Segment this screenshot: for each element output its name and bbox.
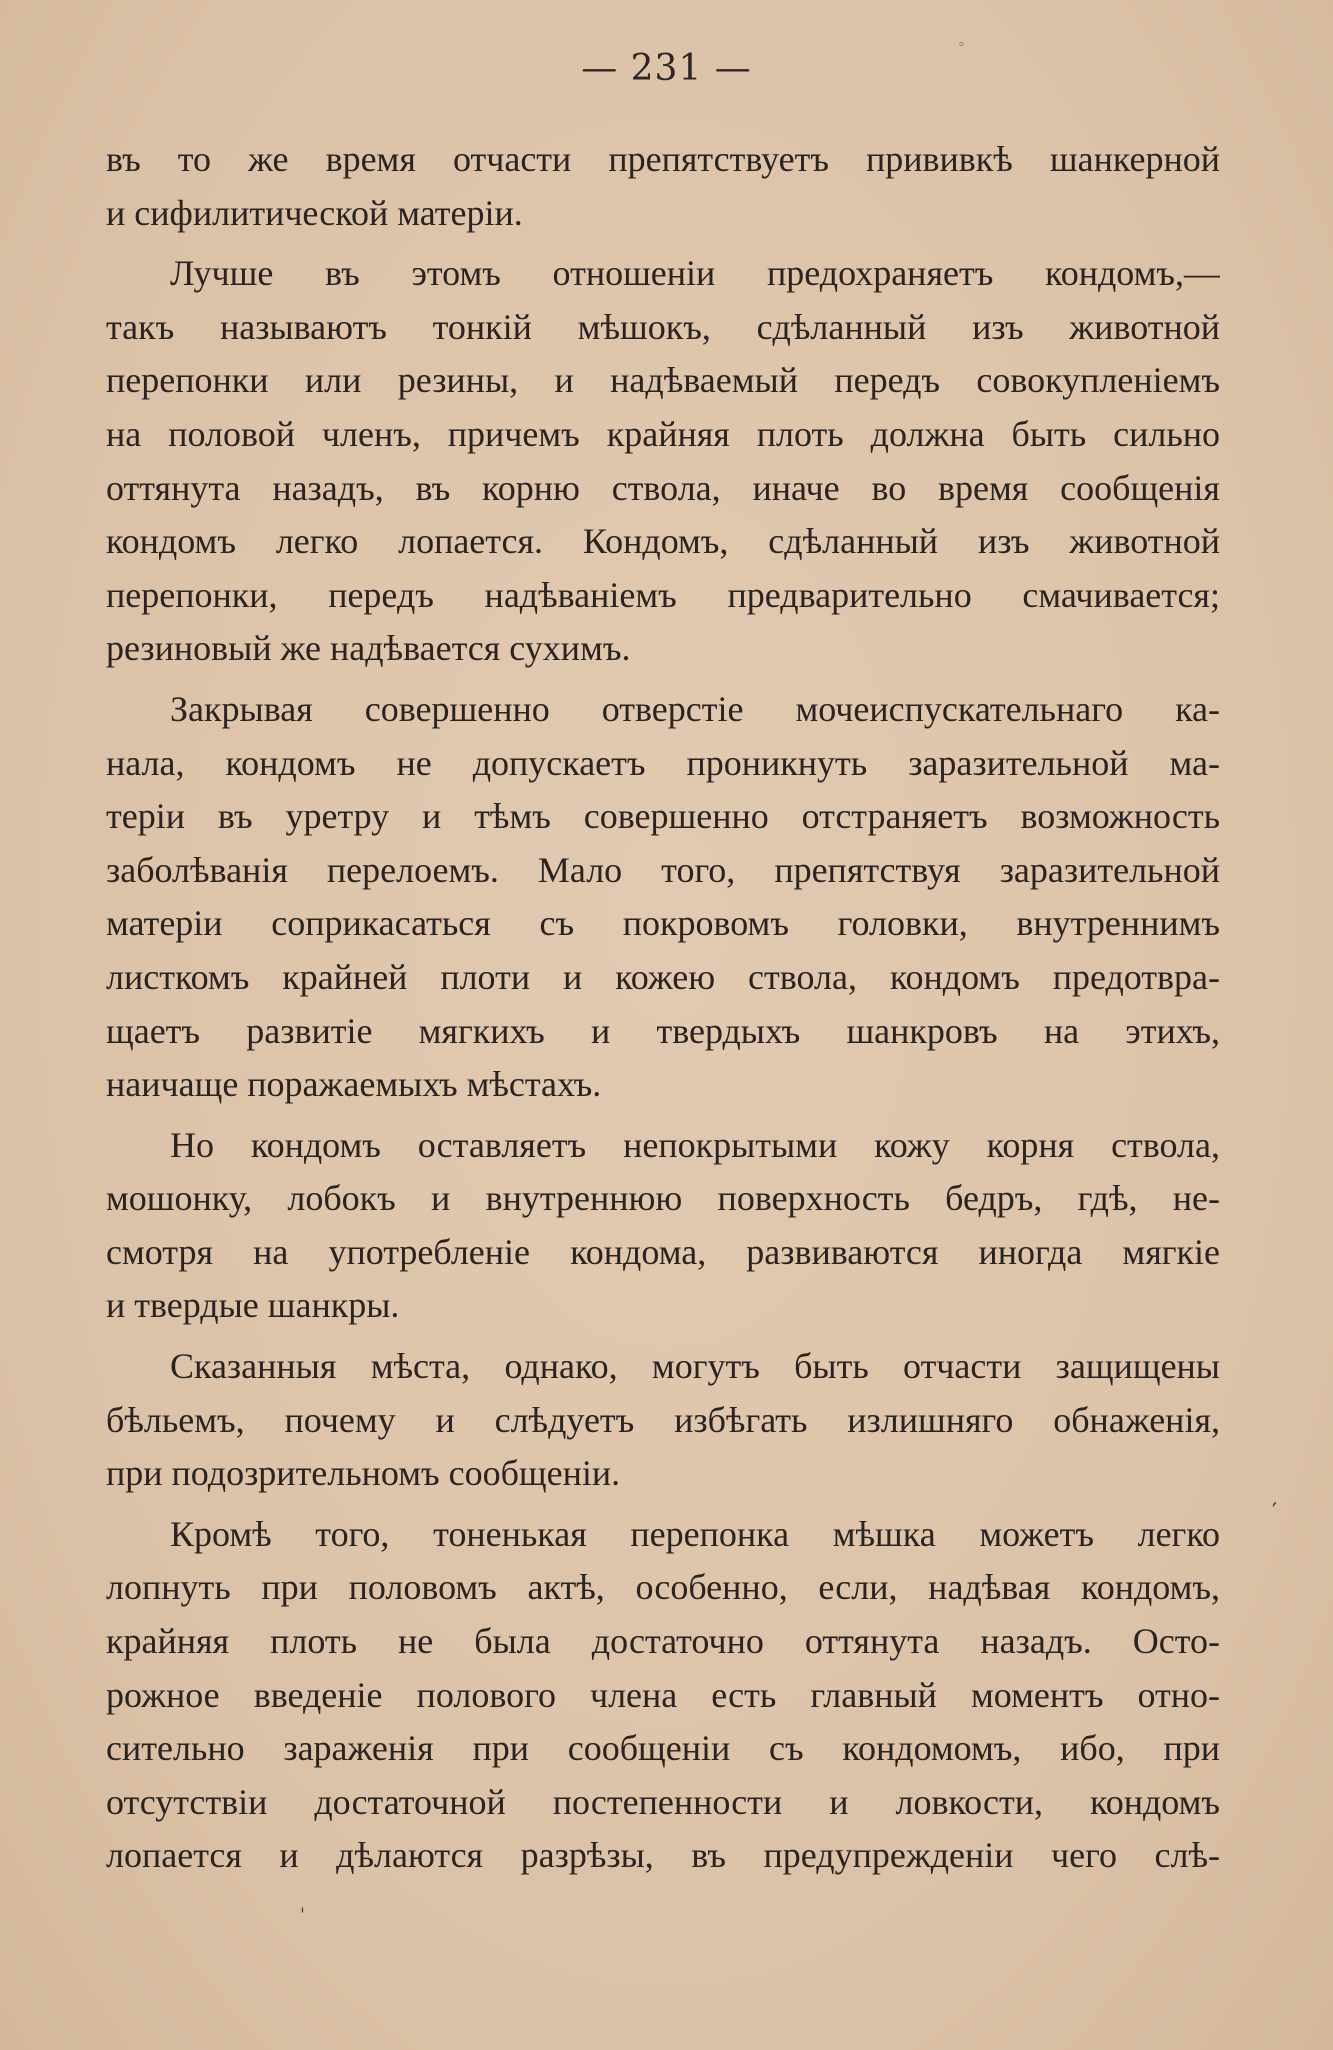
text-line: Но кондомъ оставляетъ непокрытыми кожу корня ствола, — [170, 1124, 1220, 1165]
text-line: мошонку, лобокъ и внутреннюю поверхность бедръ, гдѣ, не- — [106, 1178, 1220, 1219]
text-line: щаетъ развитіе мягкихъ и твердыхъ шанкровъ на этихъ, — [106, 1010, 1220, 1051]
text-line: перепонки или резины, и надѣваемый передъ совокупленіемъ — [106, 360, 1220, 401]
text-line: наичаще поражаемыхъ мѣстахъ. — [106, 1064, 602, 1105]
body-text — [106, 133, 1220, 1883]
text-line: рожное введеніе полового члена есть главный моментъ отно- — [106, 1674, 1220, 1715]
text-line: Закрывая совершенно отверстіе мочеиспускательнаго ка- — [170, 688, 1220, 729]
text-line: перепонки, передъ надѣваніемъ предварительно смачивается; — [106, 574, 1220, 615]
text-line: такъ называютъ тонкій мѣшокъ, сдѣланный изъ животной — [106, 306, 1220, 347]
paragraph — [106, 247, 1220, 676]
text-line: крайняя плоть не была достаточно оттянута назадъ. Осто- — [106, 1621, 1220, 1662]
paragraph — [106, 133, 1220, 240]
text-line: на половой членъ, причемъ крайняя плоть должна быть сильно — [106, 413, 1220, 454]
text-line: нала, кондомъ не допускаетъ проникнуть заразительной ма- — [106, 742, 1220, 783]
text-line: лопнуть при половомъ актѣ, особенно, если, надѣвая кондомъ, — [106, 1567, 1220, 1608]
text-line: сительно зараженія при сообщеніи съ кондомомъ, ибо, при — [106, 1728, 1220, 1769]
text-line: въ то же время отчасти препятствуетъ прививкѣ шанкерной — [106, 139, 1220, 179]
text-line: и сифилитической матеріи. — [106, 192, 523, 233]
paragraph — [106, 683, 1220, 1112]
ink-speck: ′ — [1272, 1500, 1277, 1525]
text-line: отсутствіи достаточной постепенности и ловкости, кондомъ — [106, 1781, 1220, 1822]
text-line: и твердые шанкры. — [106, 1285, 400, 1326]
text-line: Сказанныя мѣста, однако, могутъ быть отчасти защищены — [170, 1346, 1220, 1387]
paragraph — [106, 1508, 1220, 1883]
text-line: Кромѣ того, тоненькая перепонка мѣшка можетъ легко — [170, 1513, 1220, 1554]
text-line: заболѣванія перелоемъ. Мало того, препятствуя заразительной — [106, 849, 1220, 890]
page-number: — 231 — — [581, 48, 752, 89]
ink-speck: ˈ — [300, 1905, 305, 1926]
text-line: смотря на употребленіе кондома, развиваются иногда мягкіе — [106, 1231, 1220, 1272]
text-line: теріи въ уретру и тѣмъ совершенно отстраняетъ возможность — [106, 796, 1220, 837]
text-line: кондомъ легко лопается. Кондомъ, сдѣланный изъ животной — [106, 521, 1220, 562]
text-line: матеріи соприкасаться съ покровомъ головки, внутреннимъ — [106, 903, 1220, 944]
text-line: Лучше въ этомъ отношеніи предохраняетъ кондомъ,— — [170, 253, 1220, 294]
text-line: при подозрительномъ сообщеніи. — [106, 1453, 621, 1494]
text-line: резиновый же надѣвается сухимъ. — [106, 628, 631, 669]
text-line: лопается и дѣлаются разрѣзы, въ предупрежденіи чего слѣ- — [106, 1835, 1220, 1876]
paragraph — [106, 1340, 1220, 1501]
text-line: листкомъ крайней плоти и кожею ствола, кондомъ предотвра- — [106, 956, 1220, 997]
ink-speck: ° — [958, 40, 965, 56]
text-line: бѣльемъ, почему и слѣдуетъ избѣгать излишняго обнаженія, — [106, 1399, 1220, 1440]
text-line: оттянута назадъ, въ корню ствола, иначе во время сообщенія — [106, 467, 1220, 508]
paragraph — [106, 1119, 1220, 1333]
